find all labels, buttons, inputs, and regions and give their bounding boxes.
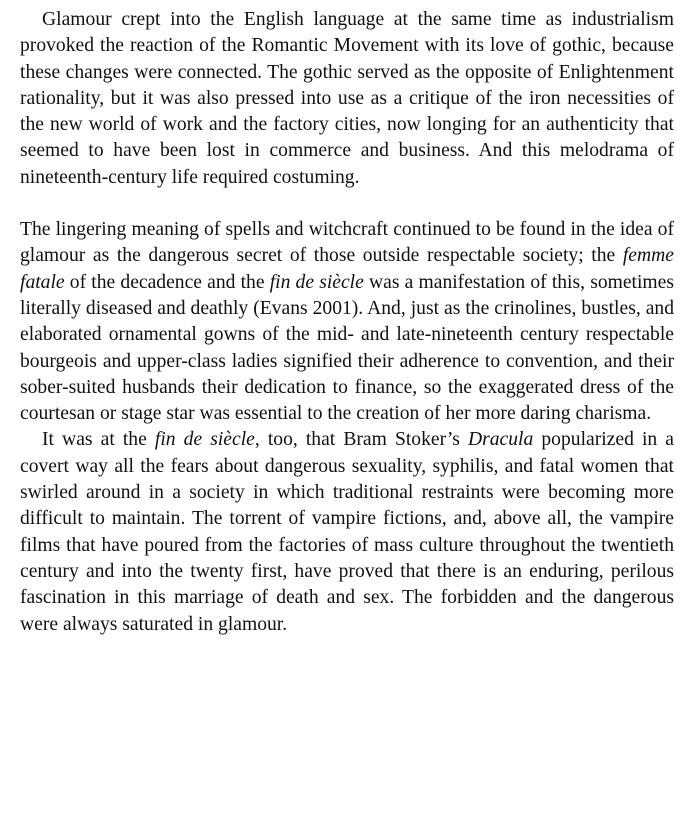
paragraph-3-text: It was at the: [42, 429, 155, 451]
paragraph-1: [20, 7, 674, 191]
paragraph-3: [20, 427, 674, 637]
italic-term-femme-fatale: femme fatale: [20, 245, 674, 293]
document-page: [20, 7, 674, 638]
italic-term-fin-de-siecle: fin de siècle: [269, 271, 364, 293]
italic-term-fin-de-siecle: fin de siècle: [154, 429, 255, 451]
paragraph-3-text: , too, that Bram Stoker’s: [254, 429, 468, 451]
paragraph-2-text: The lingering meaning of spells and witchcraft continued to be found in the idea of glamour as the dangerous secret of those outside respectable society; the: [20, 219, 674, 267]
paragraph-3-text: popularized in a covert way all the fears about dangerous sexuality, syphilis, and fatal women that swirled around in a society in which traditional restraints were becoming more difficult to maintain. The torrent of vampire fictions, and, above all, the vampire films that have poured from the factories of mass culture throughout the twentieth century and into the twenty first, have proved that there is an enduring, perilous fascination in this marriage of death and sex. The forbidden and the dangerous were always saturated in glamour.: [20, 429, 674, 635]
paragraph-2-text: of the decadence and the: [64, 271, 270, 293]
italic-title-dracula: Dracula: [467, 429, 534, 451]
paragraph-1-text: Glamour crept into the English language at the same time as industrialism provoked the reaction of the Romantic Movement with its love of gothic, because these changes were connected. The gothic served as the opposite of Enlightenment rationality, but it was also pressed into use as a critique of the iron necessities of the new world of work and the factory cities, now longing for an authenticity that seemed to have been lost in commerce and business. And this melodrama of nineteenth-century life required costuming.: [20, 9, 674, 188]
paragraph-2-text: was a manifestation of this, sometimes literally diseased and deathly (Evans 2001). And, just as the crinolines, bustles, and elaborated ornamental gowns of the mid- and late-nineteenth century respectable bourgeois and upper-class ladies signified their adherence to convention, and their sober-suited husbands their dedication to finance, so the exaggerated dress of the courtesan or stage star was essential to the creation of her more daring charisma.: [20, 271, 674, 425]
paragraph-2: [20, 217, 674, 427]
